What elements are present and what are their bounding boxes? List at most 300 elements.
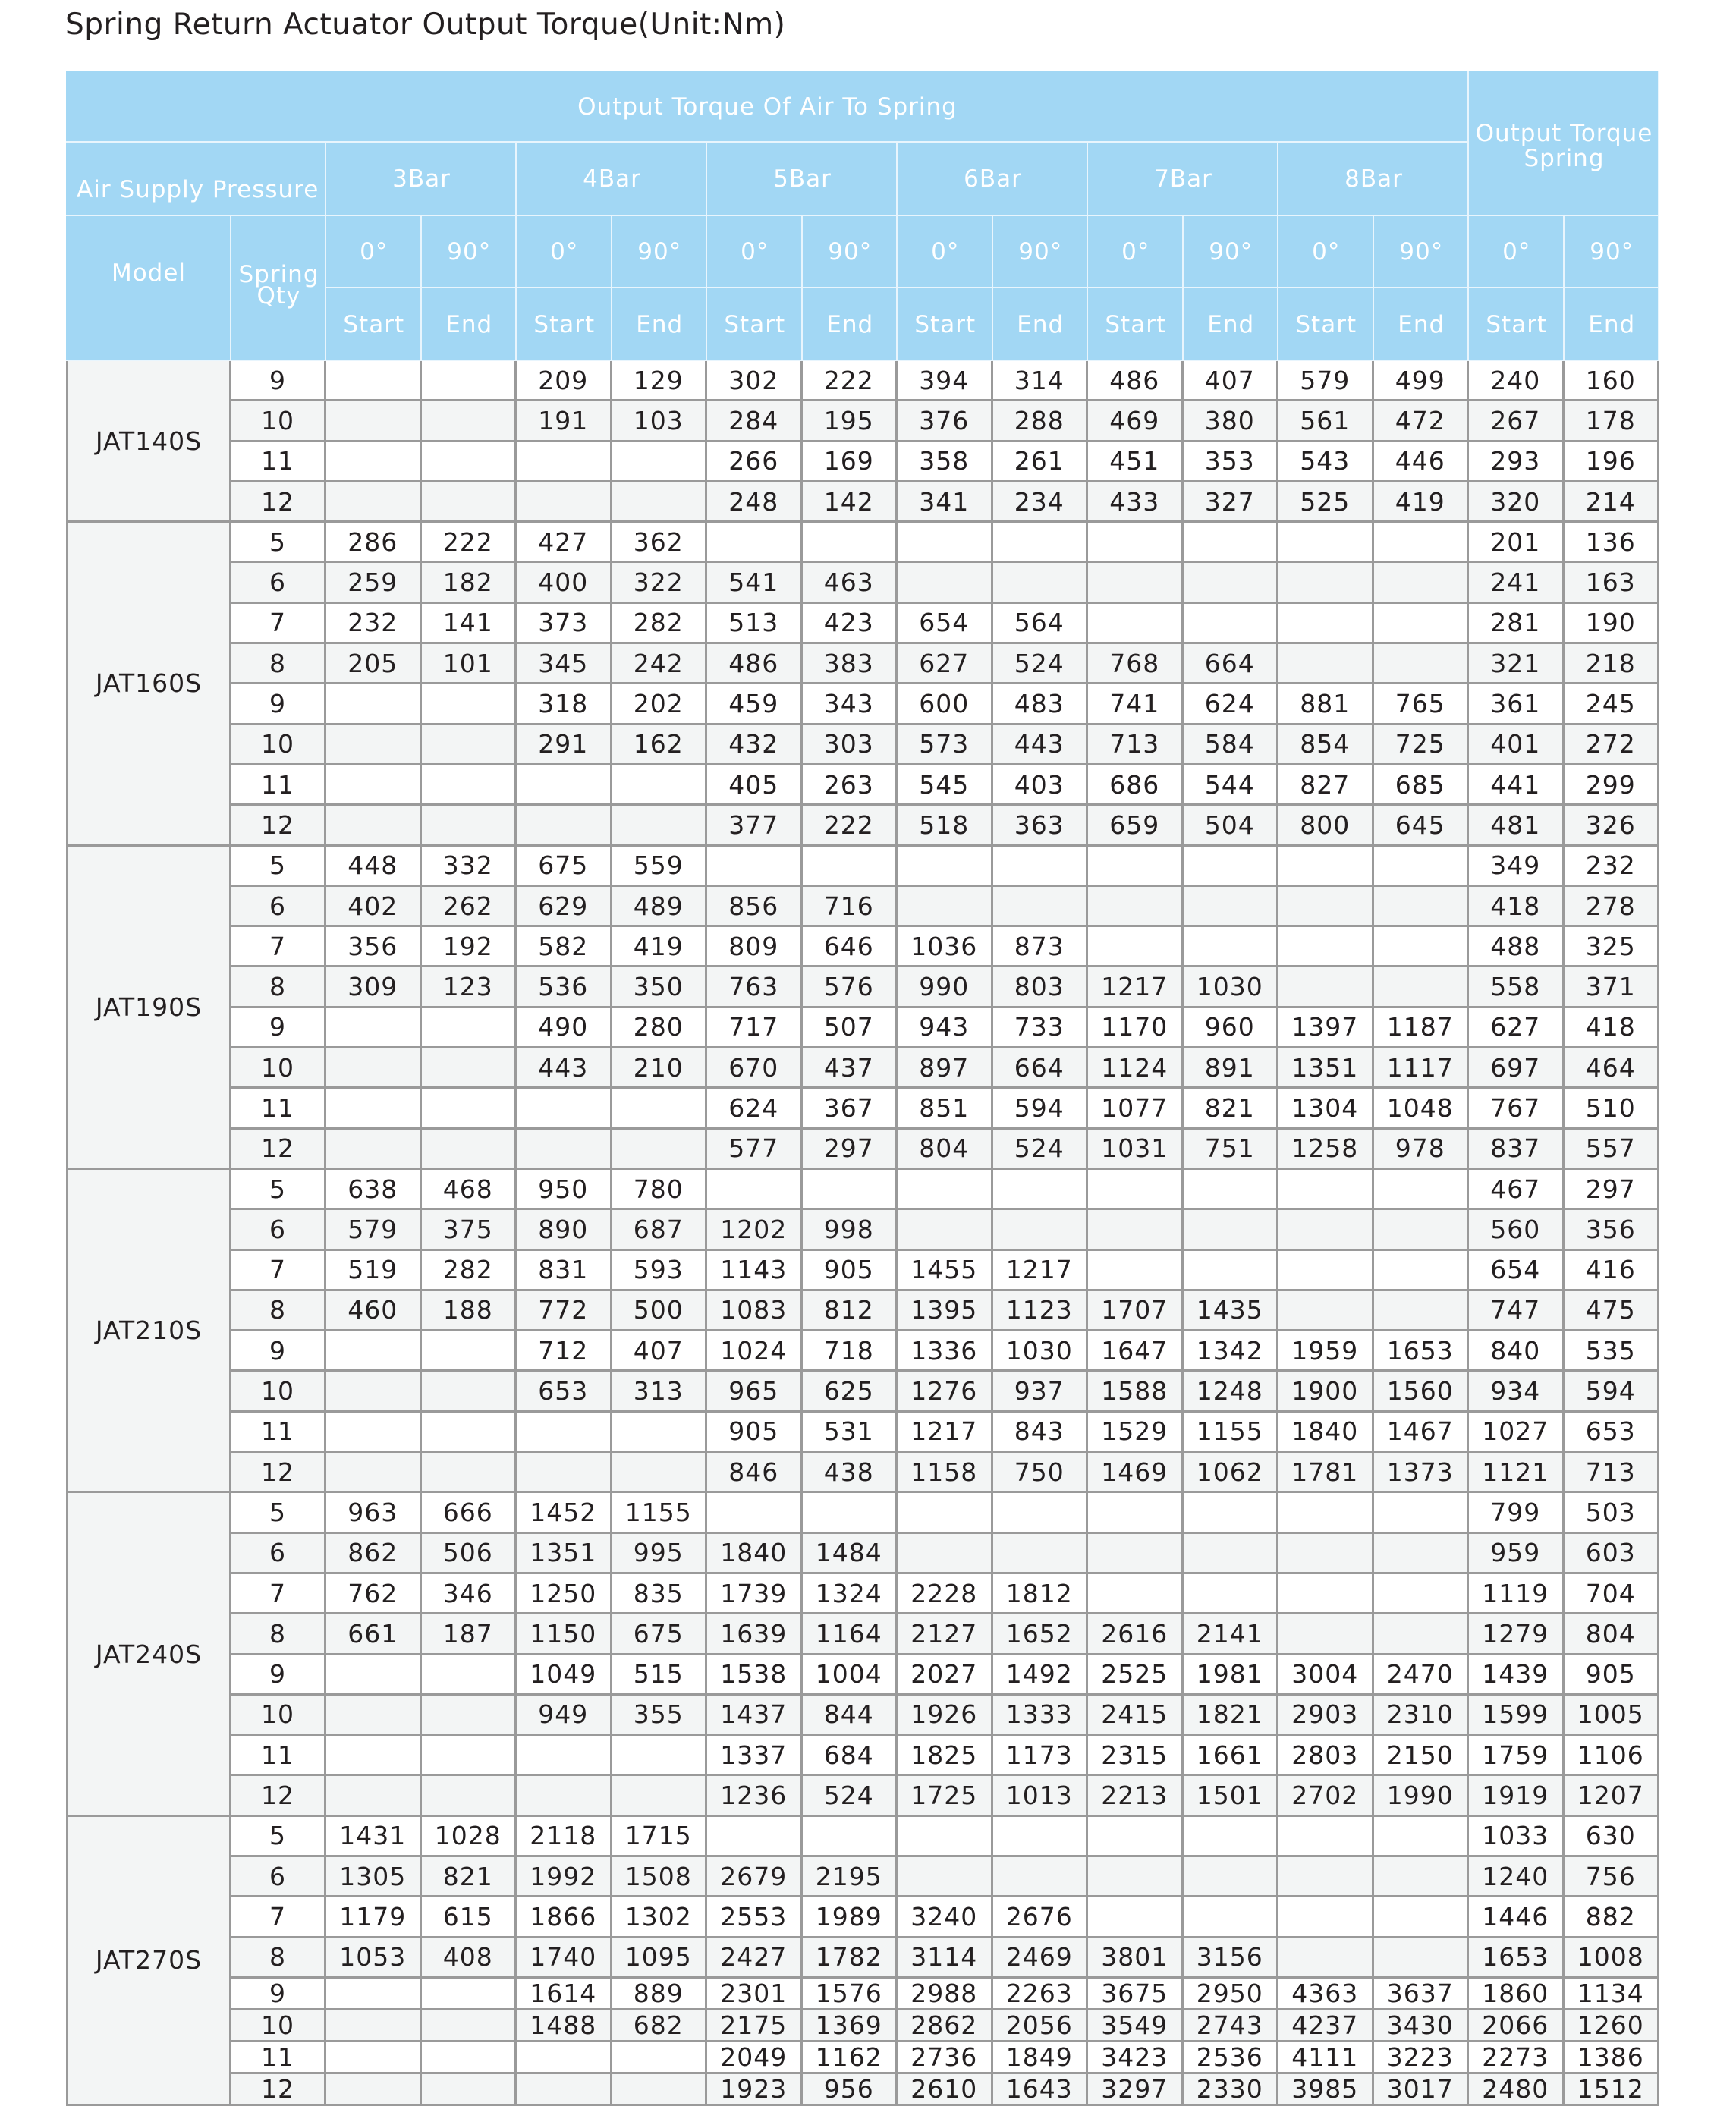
torque-value-cell: 427 (517, 523, 612, 563)
torque-value-cell: 1446 (1469, 1897, 1565, 1938)
torque-value-cell (422, 1048, 517, 1089)
torque-value-cell (326, 1089, 422, 1129)
torque-value-cell: 500 (612, 1291, 708, 1331)
torque-value-cell (1374, 1614, 1470, 1655)
spring-qty-cell: 6 (231, 1534, 326, 1574)
torque-value-cell: 963 (326, 1493, 422, 1533)
torque-value-cell: 407 (1184, 361, 1279, 401)
torque-value-cell: 3423 (1088, 2042, 1184, 2074)
torque-value-cell: 363 (993, 806, 1089, 846)
torque-value-cell: 463 (803, 563, 898, 603)
torque-value-cell: 321 (1469, 644, 1565, 684)
torque-value-cell: 950 (517, 1170, 612, 1210)
torque-value-cell: 1369 (803, 2010, 898, 2042)
torque-value-cell: 1431 (326, 1817, 422, 1857)
torque-value-cell: 343 (803, 684, 898, 725)
torque-value-cell: 302 (707, 361, 803, 401)
torque-value-cell: 438 (803, 1453, 898, 1493)
torque-value-cell: 579 (1278, 361, 1374, 401)
torque-value-cell: 1324 (803, 1574, 898, 1614)
torque-value-cell: 1030 (993, 1331, 1089, 1372)
torque-value-cell: 1031 (1088, 1130, 1184, 1170)
torque-value-cell (326, 361, 422, 401)
torque-value-cell (517, 2074, 612, 2106)
torque-value-cell: 1062 (1184, 1453, 1279, 1493)
torque-value-cell (1184, 1493, 1279, 1533)
torque-value-cell: 345 (517, 644, 612, 684)
torque-value-cell (422, 1453, 517, 1493)
model-cell: JAT210S (66, 1170, 231, 1493)
torque-value-cell: 210 (612, 1048, 708, 1089)
torque-value-cell (1374, 847, 1470, 887)
torque-value-cell: 103 (612, 401, 708, 442)
torque-value-cell: 1236 (707, 1776, 803, 1816)
torque-value-cell: 960 (1184, 1008, 1279, 1048)
torque-value-cell: 377 (707, 806, 803, 846)
torque-value-cell: 1124 (1088, 1048, 1184, 1089)
torque-value-cell: 297 (803, 1130, 898, 1170)
torque-value-cell: 675 (517, 847, 612, 887)
model-cell: JAT190S (66, 847, 231, 1170)
spring-qty-cell: 10 (231, 725, 326, 765)
torque-value-cell: 594 (993, 1089, 1089, 1129)
torque-value-cell: 400 (517, 563, 612, 603)
torque-value-cell: 765 (1374, 684, 1470, 725)
torque-value-cell (612, 765, 708, 806)
torque-value-cell: 890 (517, 1210, 612, 1250)
torque-value-cell (1088, 1857, 1184, 1897)
torque-value-cell (422, 725, 517, 765)
torque-value-cell: 419 (612, 927, 708, 967)
torque-value-cell: 725 (1374, 725, 1470, 765)
torque-value-cell (422, 1130, 517, 1170)
torque-value-cell: 1008 (1565, 1938, 1660, 1979)
torque-value-cell: 222 (803, 806, 898, 846)
torque-value-cell (1278, 1493, 1374, 1533)
torque-value-cell: 162 (612, 725, 708, 765)
header-pressure-5bar: 5Bar (707, 143, 898, 216)
header-angle-0: 0° (326, 216, 422, 288)
torque-value-cell: 3637 (1374, 1979, 1470, 2010)
torque-value-cell: 949 (517, 1696, 612, 1736)
torque-value-cell: 2427 (707, 1938, 803, 1979)
torque-value-cell: 1260 (1565, 2010, 1660, 2042)
torque-value-cell: 240 (1469, 361, 1565, 401)
torque-value-cell: 3114 (898, 1938, 993, 1979)
torque-value-cell: 1351 (517, 1534, 612, 1574)
torque-value-cell: 4237 (1278, 2010, 1374, 2042)
torque-value-cell: 629 (517, 887, 612, 927)
torque-value-cell: 263 (803, 765, 898, 806)
torque-value-cell: 261 (993, 442, 1089, 482)
torque-value-cell: 561 (1278, 401, 1374, 442)
torque-value-cell: 262 (422, 887, 517, 927)
torque-value-cell: 593 (612, 1251, 708, 1291)
torque-value-cell (803, 847, 898, 887)
header-angle-0: 0° (707, 216, 803, 288)
torque-value-cell: 1959 (1278, 1331, 1374, 1372)
torque-value-cell: 2118 (517, 1817, 612, 1857)
torque-value-cell: 1715 (612, 1817, 708, 1857)
torque-value-cell: 1150 (517, 1614, 612, 1655)
torque-value-cell (326, 1130, 422, 1170)
header-spring-qty: Spring Qty (231, 216, 326, 361)
model-cell: JAT240S (66, 1493, 231, 1816)
header-start: Start (1088, 288, 1184, 361)
torque-value-cell: 716 (803, 887, 898, 927)
torque-value-cell (517, 765, 612, 806)
torque-value-cell (612, 1453, 708, 1493)
torque-value-cell: 670 (707, 1048, 803, 1089)
torque-value-cell: 291 (517, 725, 612, 765)
torque-value-cell (1374, 887, 1470, 927)
header-start: Start (1469, 288, 1565, 361)
torque-value-cell: 821 (1184, 1089, 1279, 1129)
torque-value-cell (1184, 604, 1279, 644)
torque-value-cell: 373 (517, 604, 612, 644)
torque-value-cell (422, 2042, 517, 2074)
torque-value-cell: 2536 (1184, 2042, 1279, 2074)
torque-value-cell (326, 2042, 422, 2074)
torque-value-cell (1088, 847, 1184, 887)
header-start: Start (1278, 288, 1374, 361)
spring-qty-cell: 9 (231, 1655, 326, 1696)
torque-value-cell: 1781 (1278, 1453, 1374, 1493)
torque-value-cell: 653 (517, 1372, 612, 1412)
torque-value-cell: 524 (993, 1130, 1089, 1170)
torque-value-cell (1374, 644, 1470, 684)
torque-value-cell (326, 1413, 422, 1453)
torque-value-cell: 603 (1565, 1534, 1660, 1574)
torque-value-cell: 481 (1469, 806, 1565, 846)
torque-value-cell: 2702 (1278, 1776, 1374, 1816)
header-pressure-6bar: 6Bar (898, 143, 1088, 216)
torque-value-cell: 524 (803, 1776, 898, 1816)
torque-value-cell: 489 (612, 887, 708, 927)
torque-value-cell: 666 (422, 1493, 517, 1533)
torque-value-cell: 356 (1565, 1210, 1660, 1250)
torque-value-cell: 1821 (1184, 1696, 1279, 1736)
torque-value-cell: 2415 (1088, 1696, 1184, 1736)
torque-value-cell: 418 (1469, 887, 1565, 927)
torque-value-cell: 654 (898, 604, 993, 644)
torque-value-cell: 1900 (1278, 1372, 1374, 1412)
torque-value-cell: 1639 (707, 1614, 803, 1655)
torque-value-cell: 531 (803, 1413, 898, 1453)
torque-value-cell: 160 (1565, 361, 1660, 401)
torque-value-cell: 259 (326, 563, 422, 603)
torque-value-cell: 2315 (1088, 1736, 1184, 1776)
torque-value-cell: 1926 (898, 1696, 993, 1736)
torque-value-cell: 1653 (1374, 1331, 1470, 1372)
torque-value-cell: 513 (707, 604, 803, 644)
torque-value-cell: 499 (1374, 361, 1470, 401)
torque-value-cell: 1919 (1469, 1776, 1565, 1816)
torque-value-cell: 503 (1565, 1493, 1660, 1533)
torque-value-cell: 136 (1565, 523, 1660, 563)
torque-value-cell: 1825 (898, 1736, 993, 1776)
torque-value-cell: 1860 (1469, 1979, 1565, 2010)
torque-value-cell: 356 (326, 927, 422, 967)
torque-value-cell: 965 (707, 1372, 803, 1412)
header-angle-90: 90° (612, 216, 708, 288)
torque-value-cell: 468 (422, 1170, 517, 1210)
torque-value-cell (612, 1776, 708, 1816)
torque-value-cell: 2175 (707, 2010, 803, 2042)
torque-value-cell: 519 (326, 1251, 422, 1291)
torque-value-cell: 1164 (803, 1614, 898, 1655)
torque-value-cell: 1351 (1278, 1048, 1374, 1089)
spring-qty-cell: 6 (231, 1857, 326, 1897)
torque-value-cell (326, 2010, 422, 2042)
header-angle-90: 90° (1374, 216, 1470, 288)
torque-value-cell: 418 (1565, 1008, 1660, 1048)
torque-value-cell (1088, 927, 1184, 967)
torque-value-cell: 3156 (1184, 1938, 1279, 1979)
torque-value-cell: 187 (422, 1614, 517, 1655)
torque-value-cell (1184, 1251, 1279, 1291)
torque-value-cell (1184, 1210, 1279, 1250)
torque-value-cell: 169 (803, 442, 898, 482)
torque-value-cell: 1250 (517, 1574, 612, 1614)
torque-value-cell: 718 (803, 1331, 898, 1372)
torque-value-cell: 475 (1565, 1291, 1660, 1331)
torque-value-cell (1278, 1210, 1374, 1250)
torque-value-cell (1088, 1817, 1184, 1857)
torque-value-cell: 433 (1088, 482, 1184, 523)
torque-value-cell (517, 482, 612, 523)
header-air-supply-pressure: Air Supply Pressure (66, 143, 326, 216)
torque-value-cell: 1992 (517, 1857, 612, 1897)
torque-value-cell: 355 (612, 1696, 708, 1736)
torque-value-cell: 1739 (707, 1574, 803, 1614)
torque-value-cell: 625 (803, 1372, 898, 1412)
torque-value-cell (422, 1372, 517, 1412)
torque-value-cell: 460 (326, 1291, 422, 1331)
torque-value-cell: 763 (707, 967, 803, 1007)
torque-value-cell (326, 2074, 422, 2106)
torque-value-cell (1278, 1614, 1374, 1655)
torque-value-cell: 1119 (1469, 1574, 1565, 1614)
torque-value-cell: 1759 (1469, 1736, 1565, 1776)
spring-qty-cell: 9 (231, 361, 326, 401)
spring-qty-cell: 5 (231, 1493, 326, 1533)
torque-value-cell: 937 (993, 1372, 1089, 1412)
torque-value-cell: 524 (993, 644, 1089, 684)
torque-value-cell (1088, 1574, 1184, 1614)
torque-value-cell: 3223 (1374, 2042, 1470, 2074)
torque-value-cell: 661 (326, 1614, 422, 1655)
spring-qty-cell: 5 (231, 1817, 326, 1857)
torque-value-cell: 188 (422, 1291, 517, 1331)
torque-value-cell: 1117 (1374, 1048, 1470, 1089)
torque-value-cell: 446 (1374, 442, 1470, 482)
torque-value-cell (898, 1210, 993, 1250)
torque-value-cell: 401 (1469, 725, 1565, 765)
torque-value-cell: 747 (1469, 1291, 1565, 1331)
header-end: End (803, 288, 898, 361)
header-end: End (1374, 288, 1470, 361)
torque-value-cell: 812 (803, 1291, 898, 1331)
spring-qty-cell: 6 (231, 563, 326, 603)
torque-value-cell: 881 (1278, 684, 1374, 725)
torque-value-cell: 507 (803, 1008, 898, 1048)
torque-value-cell: 371 (1565, 967, 1660, 1007)
torque-value-cell: 1395 (898, 1291, 993, 1331)
torque-value-cell: 959 (1469, 1534, 1565, 1574)
torque-value-cell: 201 (1469, 523, 1565, 563)
torque-value-cell: 1027 (1469, 1413, 1565, 1453)
torque-value-cell (898, 847, 993, 887)
torque-value-cell: 1725 (898, 1776, 993, 1816)
torque-value-cell (326, 725, 422, 765)
torque-value-cell: 1484 (803, 1534, 898, 1574)
torque-value-cell: 376 (898, 401, 993, 442)
torque-value-cell: 905 (707, 1413, 803, 1453)
torque-value-cell: 844 (803, 1696, 898, 1736)
torque-value-cell: 297 (1565, 1170, 1660, 1210)
torque-value-cell: 1467 (1374, 1413, 1470, 1453)
torque-value-cell: 741 (1088, 684, 1184, 725)
header-pressure-7bar: 7Bar (1088, 143, 1278, 216)
torque-value-cell (993, 1534, 1089, 1574)
torque-value-cell: 653 (1565, 1413, 1660, 1453)
spring-qty-cell: 9 (231, 1331, 326, 1372)
torque-value-cell (1374, 1170, 1470, 1210)
torque-value-cell: 2480 (1469, 2074, 1565, 2106)
torque-value-cell (1088, 563, 1184, 603)
torque-value-cell: 717 (707, 1008, 803, 1048)
torque-value-cell (1184, 1170, 1279, 1210)
torque-value-cell (1088, 604, 1184, 644)
torque-value-cell: 1661 (1184, 1736, 1279, 1776)
torque-value-cell: 202 (612, 684, 708, 725)
torque-value-cell (326, 1979, 422, 2010)
spring-qty-cell: 8 (231, 1614, 326, 1655)
torque-value-cell: 1501 (1184, 1776, 1279, 1816)
torque-value-cell (707, 1493, 803, 1533)
torque-value-cell: 327 (1184, 482, 1279, 523)
torque-value-cell (612, 2042, 708, 2074)
header-start: Start (707, 288, 803, 361)
torque-value-cell (1374, 523, 1470, 563)
spring-qty-cell: 10 (231, 1372, 326, 1412)
spring-qty-cell: 9 (231, 1979, 326, 2010)
torque-value-cell: 1923 (707, 2074, 803, 2106)
torque-value-cell: 800 (1278, 806, 1374, 846)
page-title: Spring Return Actuator Output Torque(Unit:Nm) (65, 8, 786, 42)
spring-qty-cell: 11 (231, 1413, 326, 1453)
torque-value-cell: 1106 (1565, 1736, 1660, 1776)
torque-value-cell (1278, 1817, 1374, 1857)
torque-value-cell: 515 (612, 1655, 708, 1696)
torque-value-cell (1374, 1817, 1470, 1857)
torque-value-cell: 322 (612, 563, 708, 603)
torque-value-cell: 1990 (1374, 1776, 1470, 1816)
torque-value-cell: 846 (707, 1453, 803, 1493)
torque-value-cell: 267 (1469, 401, 1565, 442)
torque-value-cell: 889 (612, 1979, 708, 2010)
torque-value-cell: 2862 (898, 2010, 993, 2042)
torque-value-cell (1374, 1251, 1470, 1291)
torque-value-cell: 123 (422, 967, 517, 1007)
torque-value-cell: 407 (612, 1331, 708, 1372)
torque-value-cell: 1123 (993, 1291, 1089, 1331)
torque-value-cell (1374, 1210, 1470, 1250)
torque-value-cell: 2803 (1278, 1736, 1374, 1776)
torque-value-cell: 1240 (1469, 1857, 1565, 1897)
torque-value-cell: 990 (898, 967, 993, 1007)
torque-value-cell: 541 (707, 563, 803, 603)
torque-value-cell: 1740 (517, 1938, 612, 1979)
torque-value-cell (993, 887, 1089, 927)
torque-value-cell: 2027 (898, 1655, 993, 1696)
torque-value-cell: 600 (898, 684, 993, 725)
torque-value-cell: 486 (707, 644, 803, 684)
torque-value-cell: 831 (517, 1251, 612, 1291)
torque-value-cell (517, 1089, 612, 1129)
torque-value-cell (326, 684, 422, 725)
torque-value-cell: 182 (422, 563, 517, 603)
torque-value-cell (898, 523, 993, 563)
torque-value-cell: 437 (803, 1048, 898, 1089)
torque-value-cell: 2310 (1374, 1696, 1470, 1736)
torque-value-cell: 803 (993, 967, 1089, 1007)
torque-value-cell: 313 (612, 1372, 708, 1412)
torque-value-cell: 1397 (1278, 1008, 1374, 1048)
torque-value-cell: 222 (422, 523, 517, 563)
torque-value-cell: 3675 (1088, 1979, 1184, 2010)
torque-value-cell: 535 (1565, 1331, 1660, 1372)
torque-value-cell: 1455 (898, 1251, 993, 1291)
torque-value-cell: 713 (1088, 725, 1184, 765)
torque-value-cell (422, 806, 517, 846)
torque-value-cell: 3801 (1088, 1938, 1184, 1979)
spring-qty-cell: 12 (231, 2074, 326, 2106)
torque-value-cell: 350 (612, 967, 708, 1007)
torque-value-cell: 486 (1088, 361, 1184, 401)
torque-value-cell: 394 (898, 361, 993, 401)
torque-value-cell: 1529 (1088, 1413, 1184, 1453)
torque-value-cell: 490 (517, 1008, 612, 1048)
torque-value-cell: 4363 (1278, 1979, 1374, 2010)
spring-qty-cell: 7 (231, 604, 326, 644)
torque-value-cell: 380 (1184, 401, 1279, 442)
torque-value-cell (993, 1493, 1089, 1533)
torque-value-cell: 827 (1278, 765, 1374, 806)
spring-qty-cell: 10 (231, 1048, 326, 1089)
torque-value-cell: 518 (898, 806, 993, 846)
torque-value-cell: 361 (1469, 684, 1565, 725)
torque-value-cell: 1024 (707, 1331, 803, 1372)
torque-value-cell: 664 (993, 1048, 1089, 1089)
torque-value-cell: 1121 (1469, 1453, 1565, 1493)
torque-value-cell: 451 (1088, 442, 1184, 482)
torque-value-cell (517, 1736, 612, 1776)
header-angle-90: 90° (993, 216, 1089, 288)
torque-value-cell (1278, 1574, 1374, 1614)
torque-value-cell (1184, 563, 1279, 603)
torque-value-cell: 1258 (1278, 1130, 1374, 1170)
torque-value-cell: 1336 (898, 1331, 993, 1372)
torque-value-cell (422, 1776, 517, 1816)
torque-value-cell (612, 2074, 708, 2106)
torque-value-cell: 218 (1565, 644, 1660, 684)
torque-value-cell: 1279 (1469, 1614, 1565, 1655)
torque-value-cell (326, 806, 422, 846)
torque-value-cell: 624 (1184, 684, 1279, 725)
torque-value-cell: 750 (993, 1453, 1089, 1493)
